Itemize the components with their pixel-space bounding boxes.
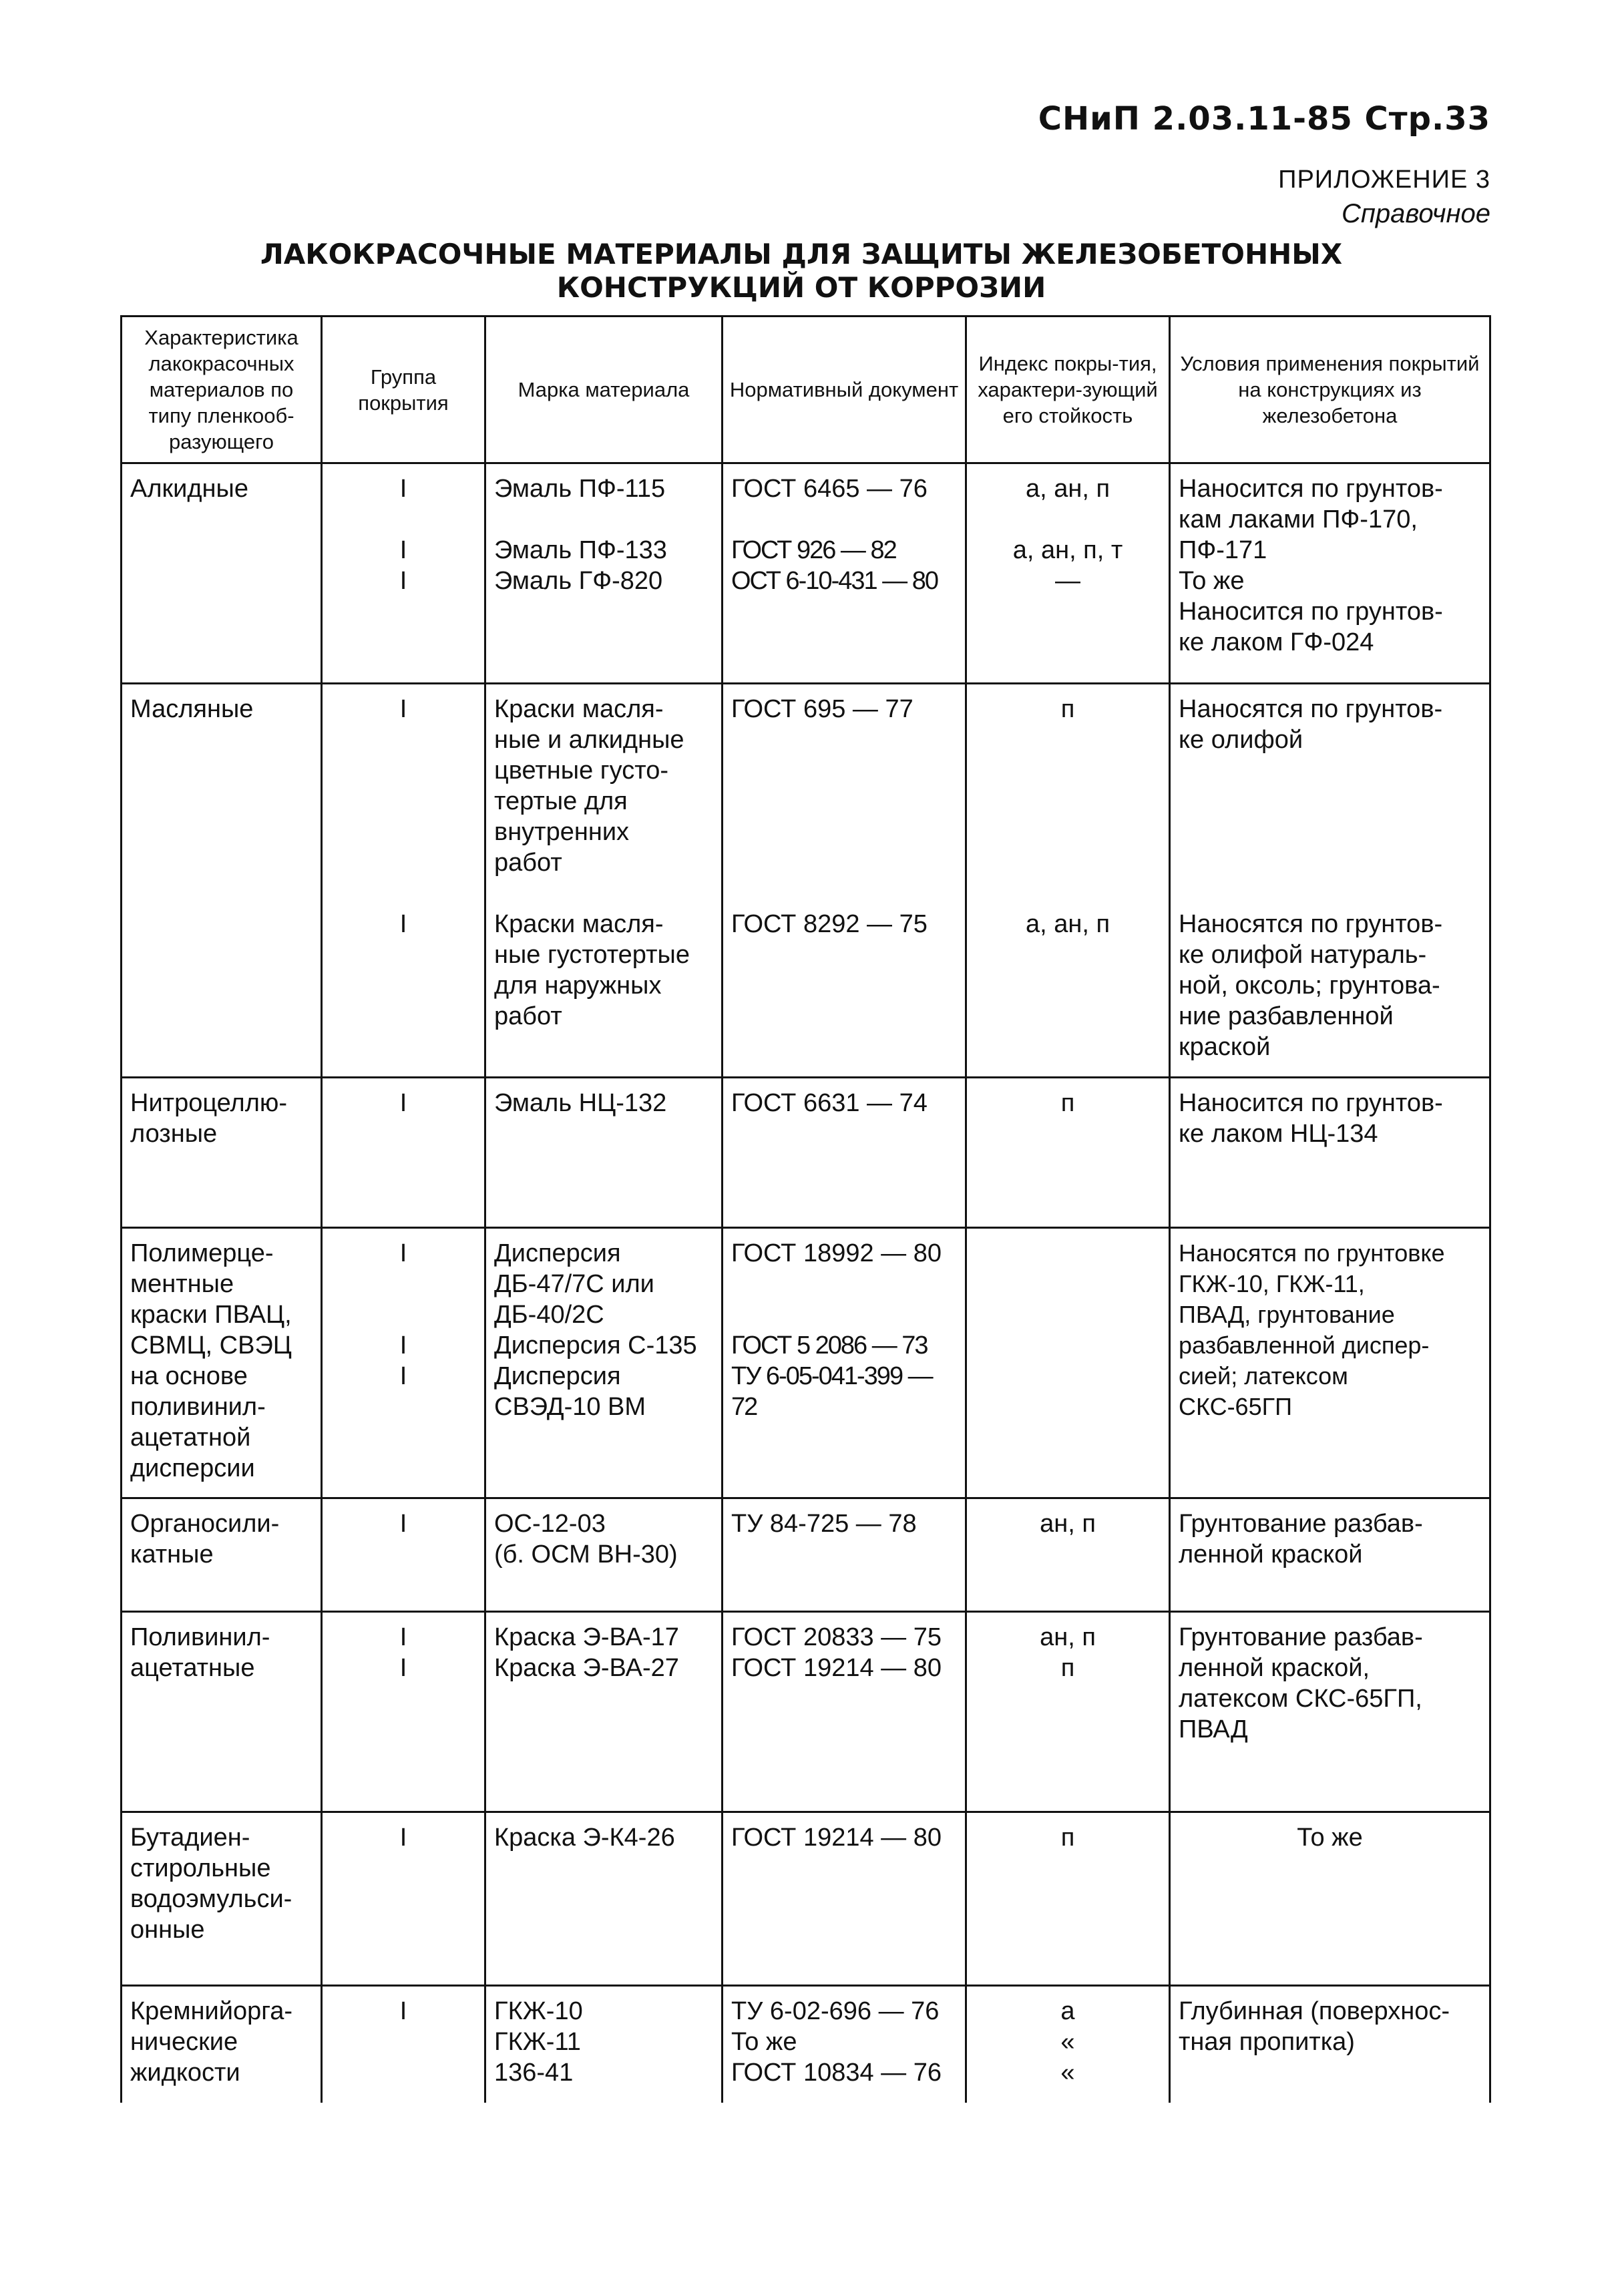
type-cell: Алкидные — [122, 463, 322, 684]
conditions-cell: Наносятся по грунтов- ке олифой Наносятся по грунтов- ке олифой натураль- ной, оксоль; грунтова- ние разбавленной краской — [1170, 684, 1490, 1078]
document-cell: ТУ 6-02-696 — 76 То же ГОСТ 10834 — 76 — [723, 1986, 966, 2103]
table-row — [122, 1228, 1490, 1498]
conditions-cell: Наносится по грунтов- ке лаком НЦ-134 — [1170, 1078, 1490, 1228]
material-cell: Эмаль НЦ-132 — [485, 1078, 723, 1228]
type-cell: Органосили- катные — [122, 1498, 322, 1612]
table-row — [122, 463, 1490, 684]
table-row — [122, 1498, 1490, 1612]
document-cell: ГОСТ 18992 — 80 ГОСТ 5 2086 — 73 ТУ 6-05-041-399 — 72 — [723, 1228, 966, 1498]
material-cell: Краска Э-К4-26 — [485, 1812, 723, 1986]
column-header-group: Группа покрытия — [322, 317, 485, 463]
group-cell: I — [322, 1986, 485, 2103]
table-row — [122, 1812, 1490, 1986]
group-cell: I I — [322, 1612, 485, 1812]
table-row — [122, 684, 1490, 1078]
document-cell: ГОСТ 6465 — 76 ГОСТ 926 — 82 ОСТ 6-10-431 — 80 — [723, 463, 966, 684]
table-row — [122, 1612, 1490, 1812]
document-cell: ГОСТ 6631 — 74 — [723, 1078, 966, 1228]
conditions-cell: То же — [1170, 1812, 1490, 1986]
title-line-2: КОНСТРУКЦИЙ ОТ КОРРОЗИИ — [556, 270, 1046, 304]
conditions-cell: Глубинная (поверхнос- тная пропитка) — [1170, 1986, 1490, 2103]
column-header-material: Марка материала — [485, 317, 723, 463]
group-cell: I — [322, 1078, 485, 1228]
type-cell: Кремнийорга- нические жидкости — [122, 1986, 322, 2103]
table-row — [122, 1986, 1490, 2103]
material-cell: Краски масля- ные и алкидные цветные густо- тертые для внутренних работ Краски масля- ные густотертые для наружных работ — [485, 684, 723, 1078]
material-cell: Дисперсия ДБ-47/7С или ДБ-40/2С Дисперсия С-135 Дисперсия СВЭД-10 ВМ — [485, 1228, 723, 1498]
index-cell: ан, п п — [966, 1612, 1170, 1812]
type-cell: Масляные — [122, 684, 322, 1078]
type-cell: Поливинил- ацетатные — [122, 1612, 322, 1812]
index-cell: п — [966, 1812, 1170, 1986]
material-cell: ГКЖ-10 ГКЖ-11 136-41 — [485, 1986, 723, 2103]
column-header-document: Нормативный документ — [723, 317, 966, 463]
type-cell: Нитроцеллю- лозные — [122, 1078, 322, 1228]
material-cell: Краска Э-ВА-17 Краска Э-ВА-27 — [485, 1612, 723, 1812]
index-cell — [966, 1228, 1170, 1498]
material-cell: ОС-12-03 (б. ОСМ ВН-30) — [485, 1498, 723, 1612]
index-cell: а « « — [966, 1986, 1170, 2103]
group-cell: I I I — [322, 463, 485, 684]
materials-table — [120, 315, 1491, 2103]
table-row — [122, 1078, 1490, 1228]
material-cell: Эмаль ПФ-115 Эмаль ПФ-133 Эмаль ГФ-820 — [485, 463, 723, 684]
group-cell: I I — [322, 684, 485, 1078]
group-cell: I I I — [322, 1228, 485, 1498]
appendix-label: ПРИЛОЖЕНИЕ 3 — [1278, 166, 1490, 194]
group-cell: I — [322, 1498, 485, 1612]
table-header-row — [122, 317, 1490, 463]
conditions-cell: Наносится по грунтов- кам лаками ПФ-170, ПФ-171 То же Наносится по грунтов- ке лаком ГФ-024 — [1170, 463, 1490, 684]
conditions-cell: Грунтование разбав- ленной краской, латексом СКС-65ГП, ПВАД — [1170, 1612, 1490, 1812]
column-header-conditions: Условия применения покрытий на конструкциях из железобетона — [1170, 317, 1490, 463]
document-cell: ТУ 84-725 — 78 — [723, 1498, 966, 1612]
document-cell: ГОСТ 20833 — 75 ГОСТ 19214 — 80 — [723, 1612, 966, 1812]
document-cell: ГОСТ 695 — 77 ГОСТ 8292 — 75 — [723, 684, 966, 1078]
document-title — [254, 238, 1349, 304]
group-cell: I — [322, 1812, 485, 1986]
column-header-index: Индекс покры-тия, характери-зующий его стойкость — [966, 317, 1170, 463]
index-cell: п — [966, 1078, 1170, 1228]
column-header-type: Характеристика лакокрасочных материалов по типу пленкооб-разующего — [122, 317, 322, 463]
index-cell: ан, п — [966, 1498, 1170, 1612]
reference-note: Справочное — [1341, 199, 1490, 228]
type-cell: Полимерце- ментные краски ПВАЦ, СВМЦ, СВЭЦ на основе поливинил- ацетатной дисперсии — [122, 1228, 322, 1498]
conditions-cell: Наносятся по грунтовке ГКЖ-10, ГКЖ-11, ПВАД, грунтование разбавленной диспер- сией; латексом СКС-65ГП — [1170, 1228, 1490, 1498]
type-cell: Бутадиен- стирольные водоэмульси- онные — [122, 1812, 322, 1986]
index-cell: а, ан, п а, ан, п, т — — [966, 463, 1170, 684]
index-cell: п а, ан, п — [966, 684, 1170, 1078]
title-line-1: ЛАКОКРАСОЧНЫЕ МАТЕРИАЛЫ ДЛЯ ЗАЩИТЫ ЖЕЛЕЗОБЕТОННЫХ — [260, 238, 1343, 270]
conditions-cell: Грунтование разбав- ленной краской — [1170, 1498, 1490, 1612]
page-header: СНиП 2.03.11-85 Стр.33 — [1038, 100, 1490, 138]
document-cell: ГОСТ 19214 — 80 — [723, 1812, 966, 1986]
